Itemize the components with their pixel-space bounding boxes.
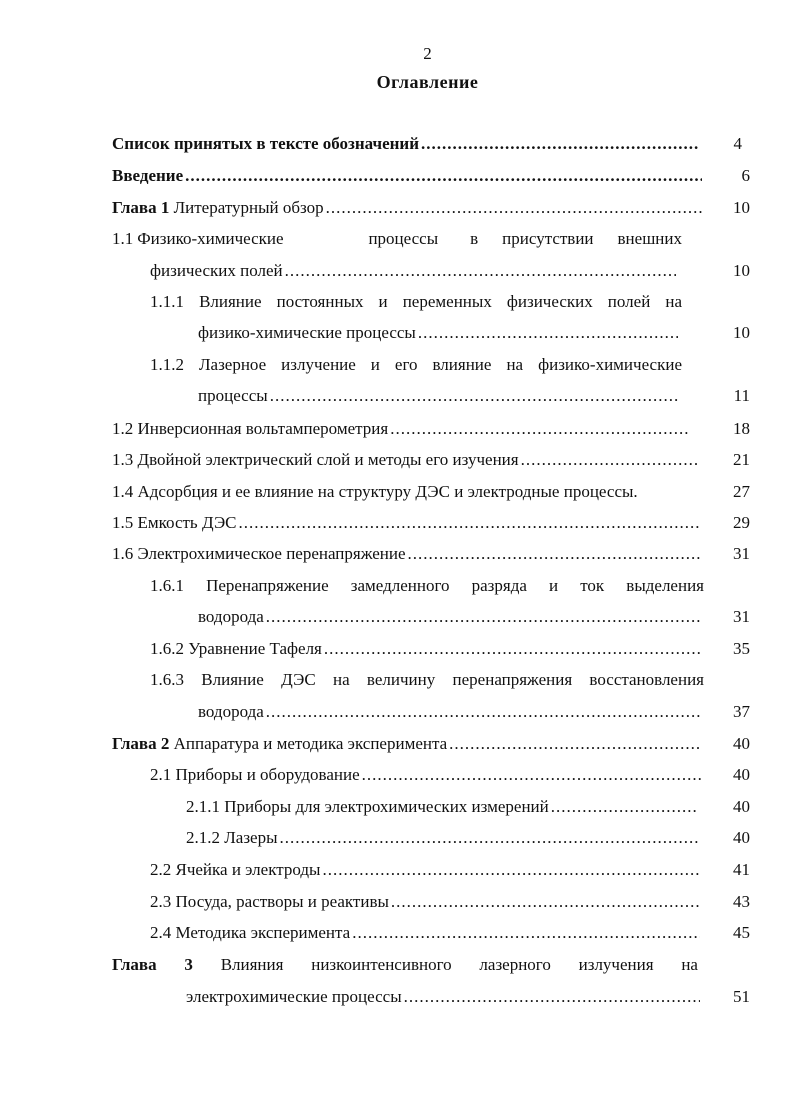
toc-page: 21 bbox=[733, 450, 750, 469]
toc-label: 2.3 Посуда, растворы и реактивы bbox=[150, 892, 389, 911]
toc-page: 27 bbox=[733, 482, 750, 501]
toc-page: 51 bbox=[733, 987, 750, 1006]
leader-dots bbox=[551, 797, 698, 817]
toc-label: электрохимические процессы bbox=[186, 987, 402, 1006]
toc-page: 40 bbox=[733, 734, 750, 753]
leader-dots bbox=[239, 513, 700, 533]
toc-label: 2.1 Приборы и оборудование bbox=[150, 765, 360, 784]
toc-page: 43 bbox=[733, 892, 750, 911]
toc-label: 1.6.3 Влияние ДЭС на величину перенапряжения восстановления bbox=[150, 670, 704, 689]
toc-word: Влияния bbox=[220, 955, 284, 974]
toc-label: 1.6.1 Перенапряжение замедленного разряда и ток выделения bbox=[150, 576, 704, 595]
toc-label: физических полей bbox=[150, 261, 283, 280]
toc-page: 31 bbox=[733, 607, 750, 626]
leader-dots bbox=[418, 323, 678, 343]
toc-label: 1.4 Адсорбция и ее влияние на структуру ДЭС и электродные процессы. bbox=[112, 482, 638, 501]
toc-label: Введение bbox=[112, 166, 184, 185]
toc-word: низкоинтенсивного bbox=[311, 955, 452, 974]
toc-page: 29 bbox=[733, 513, 750, 532]
toc-page: 10 bbox=[733, 261, 750, 280]
leader-dots bbox=[270, 386, 678, 406]
toc-label: 2.4 Методика эксперимента bbox=[150, 923, 351, 942]
toc-page: 6 bbox=[741, 166, 750, 185]
chapter-label: Глава 2 bbox=[112, 734, 170, 753]
toc-word: процессы bbox=[368, 229, 439, 248]
toc-label: Список принятых в тексте обозначений bbox=[112, 134, 419, 153]
toc-page: 4 bbox=[733, 134, 742, 153]
toc-label: процессы bbox=[198, 386, 268, 405]
toc-page: 18 bbox=[733, 419, 750, 438]
toc-word: в bbox=[470, 229, 479, 248]
toc-label: 2.1.1 Приборы для электрохимических измерений bbox=[186, 797, 549, 816]
toc-label: Литературный обзор bbox=[169, 198, 324, 217]
toc-word: внешних bbox=[617, 229, 682, 248]
toc-label: 1.1.2 Лазерное излучение и его влияние на физико-химические bbox=[150, 355, 682, 374]
leader-dots bbox=[322, 860, 700, 880]
leader-dots bbox=[521, 450, 700, 470]
toc-label: 2.1.2 Лазеры bbox=[186, 828, 278, 847]
toc-page: 41 bbox=[733, 860, 750, 879]
leader-dots bbox=[390, 419, 688, 439]
leader-dots bbox=[391, 892, 700, 912]
leader-dots bbox=[449, 734, 700, 754]
toc-label: 1.2 Инверсионная вольтамперометрия bbox=[112, 419, 389, 438]
leader-dots bbox=[280, 828, 698, 848]
toc-number: 1.1 bbox=[112, 229, 134, 248]
leader-dots bbox=[324, 639, 702, 659]
leader-dots bbox=[326, 198, 702, 218]
leader-dots bbox=[352, 923, 700, 943]
toc-page: 45 bbox=[733, 923, 750, 942]
leader-dots bbox=[362, 765, 702, 785]
leader-dots bbox=[185, 166, 702, 186]
leader-dots bbox=[266, 607, 702, 627]
toc-label: 1.6 Электрохимическое перенапряжение bbox=[112, 544, 406, 563]
toc-page: 31 bbox=[733, 544, 750, 563]
toc-label: 1.5 Емкость ДЭС bbox=[112, 513, 237, 532]
leader-dots bbox=[404, 987, 700, 1007]
leader-dots bbox=[285, 261, 676, 281]
toc-word: на bbox=[681, 955, 698, 974]
toc-label: 1.6.2 Уравнение Тафеля bbox=[150, 639, 322, 658]
leader-dots bbox=[266, 702, 702, 722]
toc-label: водорода bbox=[198, 607, 264, 626]
leader-dots bbox=[421, 134, 700, 154]
chapter-label: Глава bbox=[112, 955, 157, 974]
toc-page: 11 bbox=[733, 386, 750, 405]
toc-page: 10 bbox=[733, 323, 750, 342]
toc-label: Аппаратура и методика эксперимента bbox=[169, 734, 448, 753]
chapter-label: Глава 1 bbox=[112, 198, 170, 217]
toc-word: Физико-химические bbox=[137, 229, 284, 248]
toc-word: излучения bbox=[578, 955, 654, 974]
toc-page: 35 bbox=[733, 639, 750, 658]
leader-dots bbox=[408, 544, 702, 564]
toc-label: 1.3 Двойной электрический слой и методы его изучения bbox=[112, 450, 519, 469]
page-number: 2 bbox=[423, 44, 432, 63]
toc-word: присутствии bbox=[502, 229, 594, 248]
toc-label: 2.2 Ячейка и электроды bbox=[150, 860, 321, 879]
toc-word: лазерного bbox=[479, 955, 551, 974]
page-title: Оглавление bbox=[376, 72, 479, 92]
toc-page: 10 bbox=[733, 198, 750, 217]
toc-page: 40 bbox=[733, 797, 750, 816]
toc-label: водорода bbox=[198, 702, 264, 721]
toc-page: 40 bbox=[733, 828, 750, 847]
toc-label: физико-химические процессы bbox=[198, 323, 416, 342]
chapter-number: 3 bbox=[184, 955, 193, 974]
toc-page: 37 bbox=[733, 702, 750, 721]
toc-page: 40 bbox=[733, 765, 750, 784]
toc-label: 1.1.1 Влияние постоянных и переменных физических полей на bbox=[150, 292, 682, 311]
